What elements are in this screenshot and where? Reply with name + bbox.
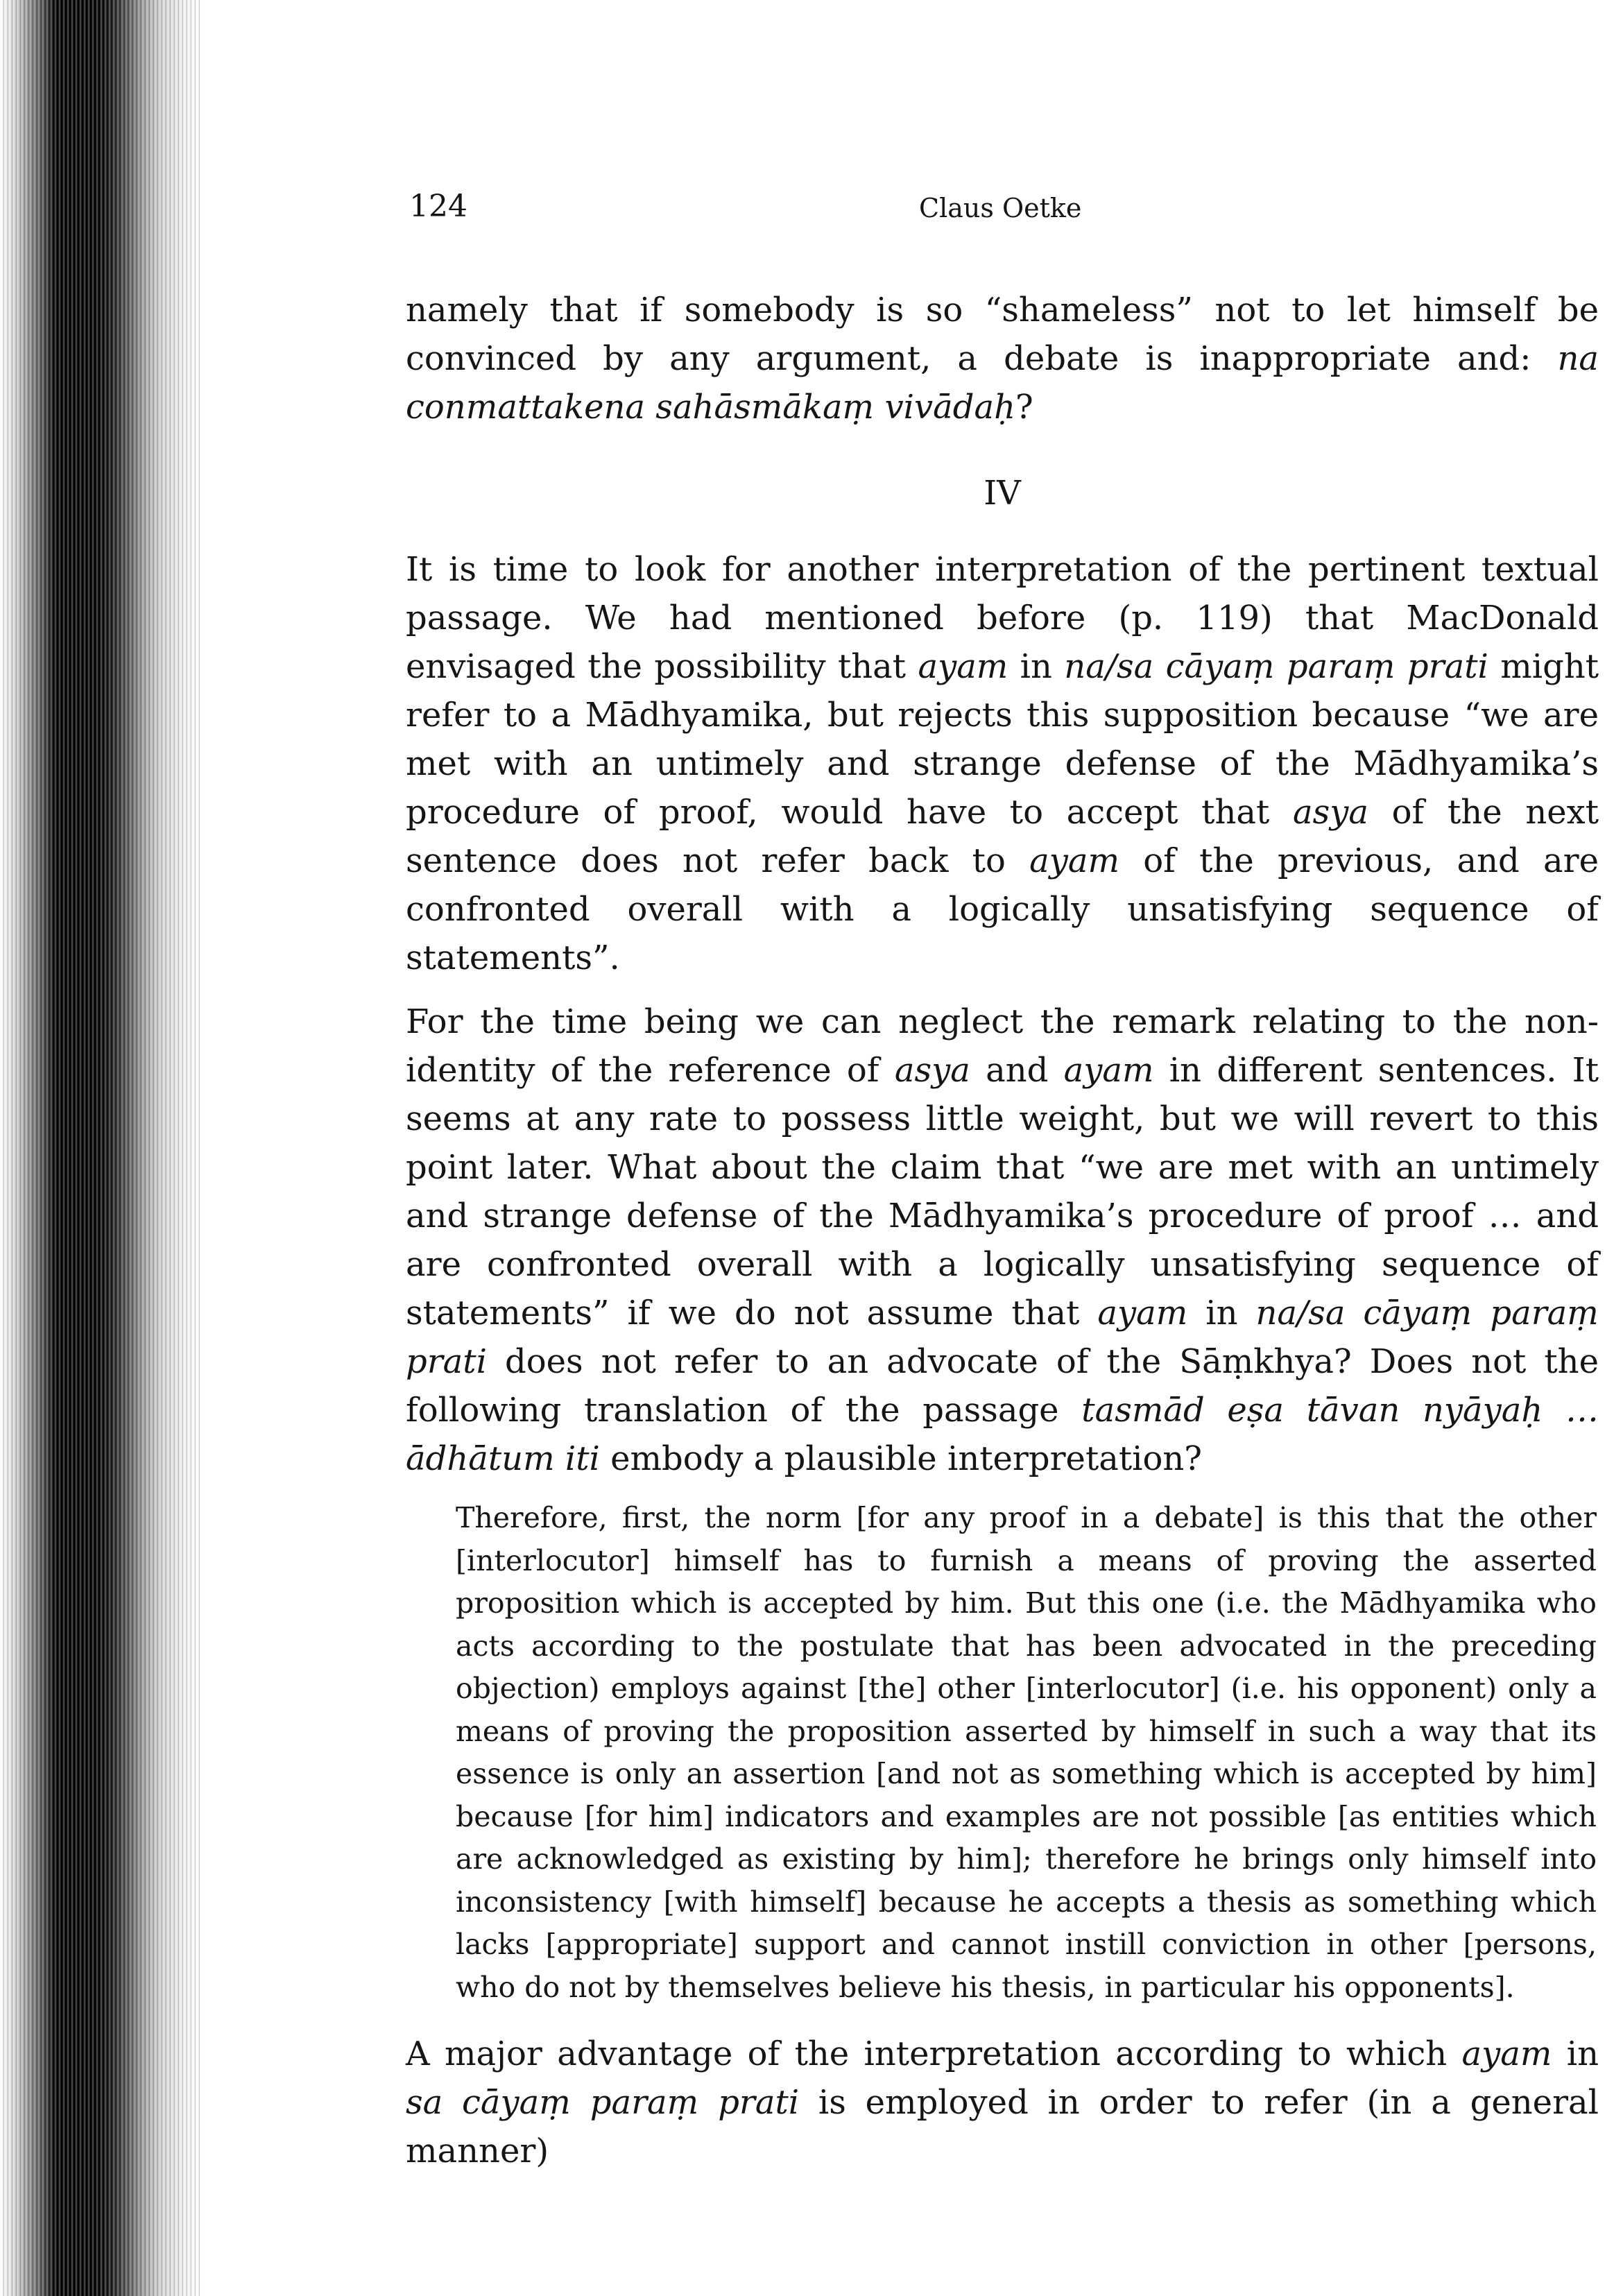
text-run: might refer to a Mādhyamika, but rejects this supposition because “we are met with an untimely and strange defense of the Mādhyamika’s procedure of proof, would have to accept that bbox=[406, 647, 1599, 832]
text-run: A major advantage of the interpretation according to which bbox=[406, 2034, 1462, 2073]
italic-run: ayam bbox=[1029, 841, 1119, 880]
text-run: in different sentences. It seems at any rate to possess little weight, but we will revert to this point later. What about the claim that “we are met with an untimely and strange defense of the Mādhyamika’s procedure of proof … and are confronted overall with a logically unsatisfying sequence of statements” if we do not assume that bbox=[406, 1051, 1599, 1333]
italic-run: ayam bbox=[1063, 1051, 1154, 1090]
paragraph-3 bbox=[406, 2030, 1599, 2175]
page-header bbox=[409, 189, 1595, 230]
italic-run: asya bbox=[894, 1051, 970, 1090]
text-run: of the previous, and are confronted overall with a logically unsatisfying sequence of statements”. bbox=[406, 841, 1599, 977]
page-body bbox=[406, 286, 1599, 2175]
paragraph-2 bbox=[406, 997, 1599, 1483]
text-run: is employed in order to refer (in a general manner) bbox=[406, 2083, 1599, 2170]
italic-run: na conmattakena sahāsmākaṃ vivādaḥ bbox=[406, 339, 1599, 427]
text-run: For the time being we can neglect the remark relating to the non-identity of the reference of bbox=[406, 1002, 1599, 1090]
paragraph-1 bbox=[406, 545, 1599, 982]
running-head: Claus Oetke bbox=[919, 193, 1082, 223]
section-heading: IV bbox=[984, 474, 1021, 513]
intro-paragraph bbox=[406, 286, 1599, 434]
italic-run: sa cāyaṃ paraṃ prati bbox=[406, 2083, 800, 2122]
text-run: ? bbox=[1015, 388, 1033, 427]
text-run: namely that if somebody is so “shameless” not to let himself be convinced by any argument, a debate is inappropriate and: bbox=[406, 291, 1599, 378]
text-run: does not refer to an advocate of the Sāṃkhya? Does not the following translation of the passage bbox=[406, 1342, 1599, 1430]
italic-run: tasmād eṣa tāvan nyāyaḥ … ādhātum iti bbox=[406, 1391, 1599, 1478]
italic-run: ayam bbox=[1461, 2034, 1552, 2073]
text-run: in bbox=[1008, 647, 1065, 686]
italic-run: na/sa cāyaṃ paraṃ prati bbox=[406, 1294, 1599, 1381]
book-spine-shadow bbox=[0, 0, 201, 2296]
italic-run: ayam bbox=[918, 647, 1008, 686]
text-run: in bbox=[1187, 1294, 1256, 1333]
text-run: in bbox=[1552, 2034, 1599, 2073]
italic-run: na/sa cāyaṃ paraṃ prati bbox=[1064, 647, 1488, 686]
italic-run: ayam bbox=[1097, 1294, 1188, 1333]
block-quote: Therefore, first, the norm [for any proof in a debate] is this that the other [interlocutor] himself has to furnish a means of proving the asserted proposition which is accepted by him. But this one (i.e. the Mādhyamika who acts according to the postulate that has been advocated in the preceding objection) employs against [the] other [interlocutor] (i.e. his opponent) only a means of proving the proposition asserted by himself in such a way that its essence is only an assertion [and not as something which is accepted by him] because [for him] indicators and examples are not possible [as entities which are acknowledged as existing by him]; therefore he brings only himself into inconsistency [with himself] because he accepts a thesis as something which lacks [appropriate] support and cannot instill conviction in other [persons, who do not by themselves believe his thesis, in particular his opponents]. bbox=[456, 1501, 1597, 2004]
italic-run: asya bbox=[1292, 793, 1368, 832]
text-run: embody a plausible interpretation? bbox=[599, 1439, 1203, 1478]
text-run: It is time to look for another interpretation of the pertinent textual passage. We had mentioned before (p. 119) that MacDonald envisaged the possibility that bbox=[406, 550, 1599, 686]
text-run: and bbox=[970, 1051, 1064, 1090]
page-number: 124 bbox=[409, 189, 467, 224]
text-run: of the next sentence does not refer back to bbox=[406, 793, 1599, 880]
